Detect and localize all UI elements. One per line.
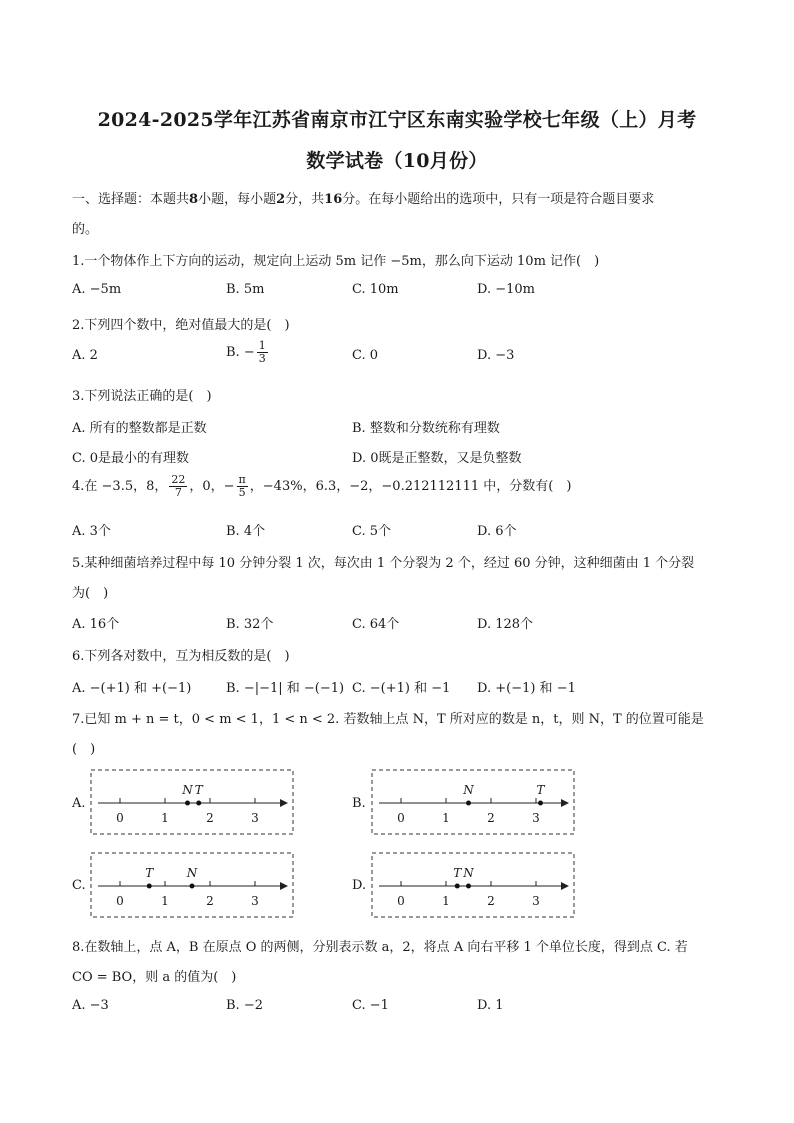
q4-option-d[interactable]: D. 6个: [477, 524, 517, 539]
point-n: [185, 801, 190, 806]
tick-label: 2: [206, 894, 214, 908]
question-3-stem: 3.下列说法正确的是( ): [72, 389, 212, 404]
point-n: [466, 801, 471, 806]
question-4-stem: [72, 474, 571, 499]
q8-option-c[interactable]: C. −1: [352, 998, 389, 1013]
q4-stem-part: ，−43%，6.3，−2，−0.212112111 中，分数有( ): [249, 479, 572, 494]
tick-label: 1: [442, 894, 450, 908]
q5-option-b[interactable]: B. 32个: [226, 617, 274, 632]
q4-option-b[interactable]: B. 4个: [226, 524, 266, 539]
point-t: [538, 801, 543, 806]
q7-option-b[interactable]: B.: [352, 796, 366, 811]
q4-option-a[interactable]: A. 3个: [72, 524, 111, 539]
q6-option-c[interactable]: C. −(+1) 和 −1: [352, 681, 451, 696]
fraction-denominator: 3: [258, 352, 266, 365]
point-label-t: T: [453, 866, 462, 880]
section-text: 本题共: [150, 192, 190, 207]
q3-option-c[interactable]: C. 0是最小的有理数: [72, 451, 190, 466]
tick-label: 2: [487, 811, 495, 825]
q6-option-b[interactable]: B. −|−1| 和 −(−1): [226, 681, 345, 696]
q5-option-d[interactable]: D. 128个: [477, 617, 534, 632]
tick-label: 0: [397, 811, 405, 825]
point-label-t: T: [145, 866, 154, 880]
point-label-n: N: [463, 866, 474, 880]
fraction-numerator: 1: [258, 339, 266, 352]
tick-label: 1: [442, 811, 450, 825]
axis-arrow: [280, 799, 288, 807]
question-count: 8: [189, 192, 199, 207]
points-total: 16: [324, 192, 343, 207]
q8-option-a[interactable]: A. −3: [72, 998, 109, 1013]
q5-option-a[interactable]: A. 16个: [72, 617, 120, 632]
q6-option-a[interactable]: A. −(+1) 和 +(−1): [72, 681, 192, 696]
q2-option-b[interactable]: [226, 340, 270, 365]
tick-label: 3: [532, 811, 540, 825]
question-8-stem: 8.在数轴上，点 A，B 在原点 O 的两侧，分别表示数 a，2，将点 A 向右平移 1 个单位长度，得到点 C. 若: [72, 940, 688, 955]
q5-option-c[interactable]: C. 64个: [352, 617, 400, 632]
q7-option-a[interactable]: A.: [72, 796, 86, 811]
question-7-stem-cont: ( ): [72, 742, 96, 757]
fraction: [169, 474, 187, 499]
axis-arrow: [280, 882, 288, 890]
fraction: [237, 474, 248, 499]
section-header-cont: 的。: [72, 222, 99, 237]
point-label-n: N: [186, 866, 198, 880]
q1-option-b[interactable]: B. 5m: [226, 282, 265, 297]
tick-label: 1: [161, 811, 169, 825]
section-head: 一、选择题：: [72, 192, 151, 207]
point-t: [455, 884, 460, 889]
q4-stem-part: 4.在 −3.5，8，: [72, 479, 168, 494]
axis-arrow: [561, 882, 569, 890]
tick-label: 0: [116, 894, 124, 908]
fraction-denominator: 5: [238, 486, 246, 499]
tick-label: 3: [251, 811, 259, 825]
q1-option-c[interactable]: C. 10m: [352, 282, 399, 297]
point-label-t: T: [536, 783, 545, 797]
tick-label: 3: [251, 894, 259, 908]
q2-option-a[interactable]: A. 2: [72, 348, 98, 363]
q4-stem-part: ，0，−: [189, 479, 235, 494]
section-text: 分。在每小题给出的选项中，只有一项是符合题目要求: [342, 192, 655, 207]
q4-option-c[interactable]: C. 5个: [352, 524, 392, 539]
fraction-numerator: 22: [171, 473, 186, 486]
tick-label: 0: [116, 811, 124, 825]
section-header: [72, 188, 654, 207]
section-text: 分，共: [285, 192, 325, 207]
point-n: [466, 884, 471, 889]
point-label-t: T: [194, 783, 203, 797]
q8-option-b[interactable]: B. −2: [226, 998, 263, 1013]
q3-option-b[interactable]: B. 整数和分数统称有理数: [352, 421, 500, 436]
question-5-stem-cont: 为( ): [72, 586, 109, 601]
number-line-figure-d: [371, 852, 575, 918]
question-7-stem: 7.已知 m + n = t，0 < m < 1，1 < n < 2. 若数轴上点 N，T 所对应的数是 n，t，则 N，T 的位置可能是: [72, 712, 704, 727]
tick-label: 0: [397, 894, 405, 908]
q6-option-d[interactable]: D. +(−1) 和 −1: [477, 681, 576, 696]
fraction: [257, 340, 268, 365]
q3-option-a[interactable]: A. 所有的整数都是正数: [72, 421, 207, 436]
exam-title-line1: 2024-2025学年江苏省南京市江宁区东南实验学校七年级（上）月考: [97, 109, 697, 131]
exam-title-line2: 数学试卷（10月份）: [306, 150, 488, 172]
section-text: 小题，每小题: [198, 192, 277, 207]
q8-option-d[interactable]: D. 1: [477, 998, 504, 1013]
point-n: [190, 884, 195, 889]
fraction-denominator: 7: [174, 486, 182, 499]
q7-option-c[interactable]: C.: [72, 878, 86, 893]
question-8-stem-cont: CO = BO，则 a 的值为( ): [72, 970, 237, 985]
q2-option-c[interactable]: C. 0: [352, 348, 379, 363]
point-label-n: N: [463, 783, 474, 797]
tick-label: 1: [161, 894, 169, 908]
points-each: 2: [276, 192, 286, 207]
number-line-figure-c: [90, 852, 294, 918]
q1-option-a[interactable]: A. −5m: [72, 282, 122, 297]
question-2-stem: 2.下列四个数中，绝对值最大的是( ): [72, 318, 290, 333]
question-1-stem: 1.一个物体作上下方向的运动，规定向上运动 5m 记作 −5m，那么向下运动 10m 记作( ): [72, 254, 600, 269]
fraction-numerator: π: [238, 473, 246, 486]
point-t: [196, 801, 201, 806]
tick-label: 2: [487, 894, 495, 908]
q3-option-d[interactable]: D. 0既是正整数，又是负整数: [352, 451, 522, 466]
q7-option-d[interactable]: D.: [352, 878, 367, 893]
question-5-stem: 5.某种细菌培养过程中每 10 分钟分裂 1 次，每次由 1 个分裂为 2 个，经过 60 分钟，这种细菌由 1 个分裂: [72, 556, 695, 571]
question-6-stem: 6.下列各对数中，互为相反数的是( ): [72, 649, 290, 664]
q1-option-d[interactable]: D. −10m: [477, 282, 535, 297]
number-line-figure-a: [90, 769, 294, 835]
axis-arrow: [561, 799, 569, 807]
point-t: [147, 884, 152, 889]
number-line-figure-b: [371, 769, 575, 835]
point-label-n: N: [182, 783, 193, 797]
tick-label: 3: [532, 894, 540, 908]
q2-option-d[interactable]: D. −3: [477, 348, 515, 363]
q2-option-b-label: B. −: [226, 345, 255, 360]
tick-label: 2: [206, 811, 214, 825]
